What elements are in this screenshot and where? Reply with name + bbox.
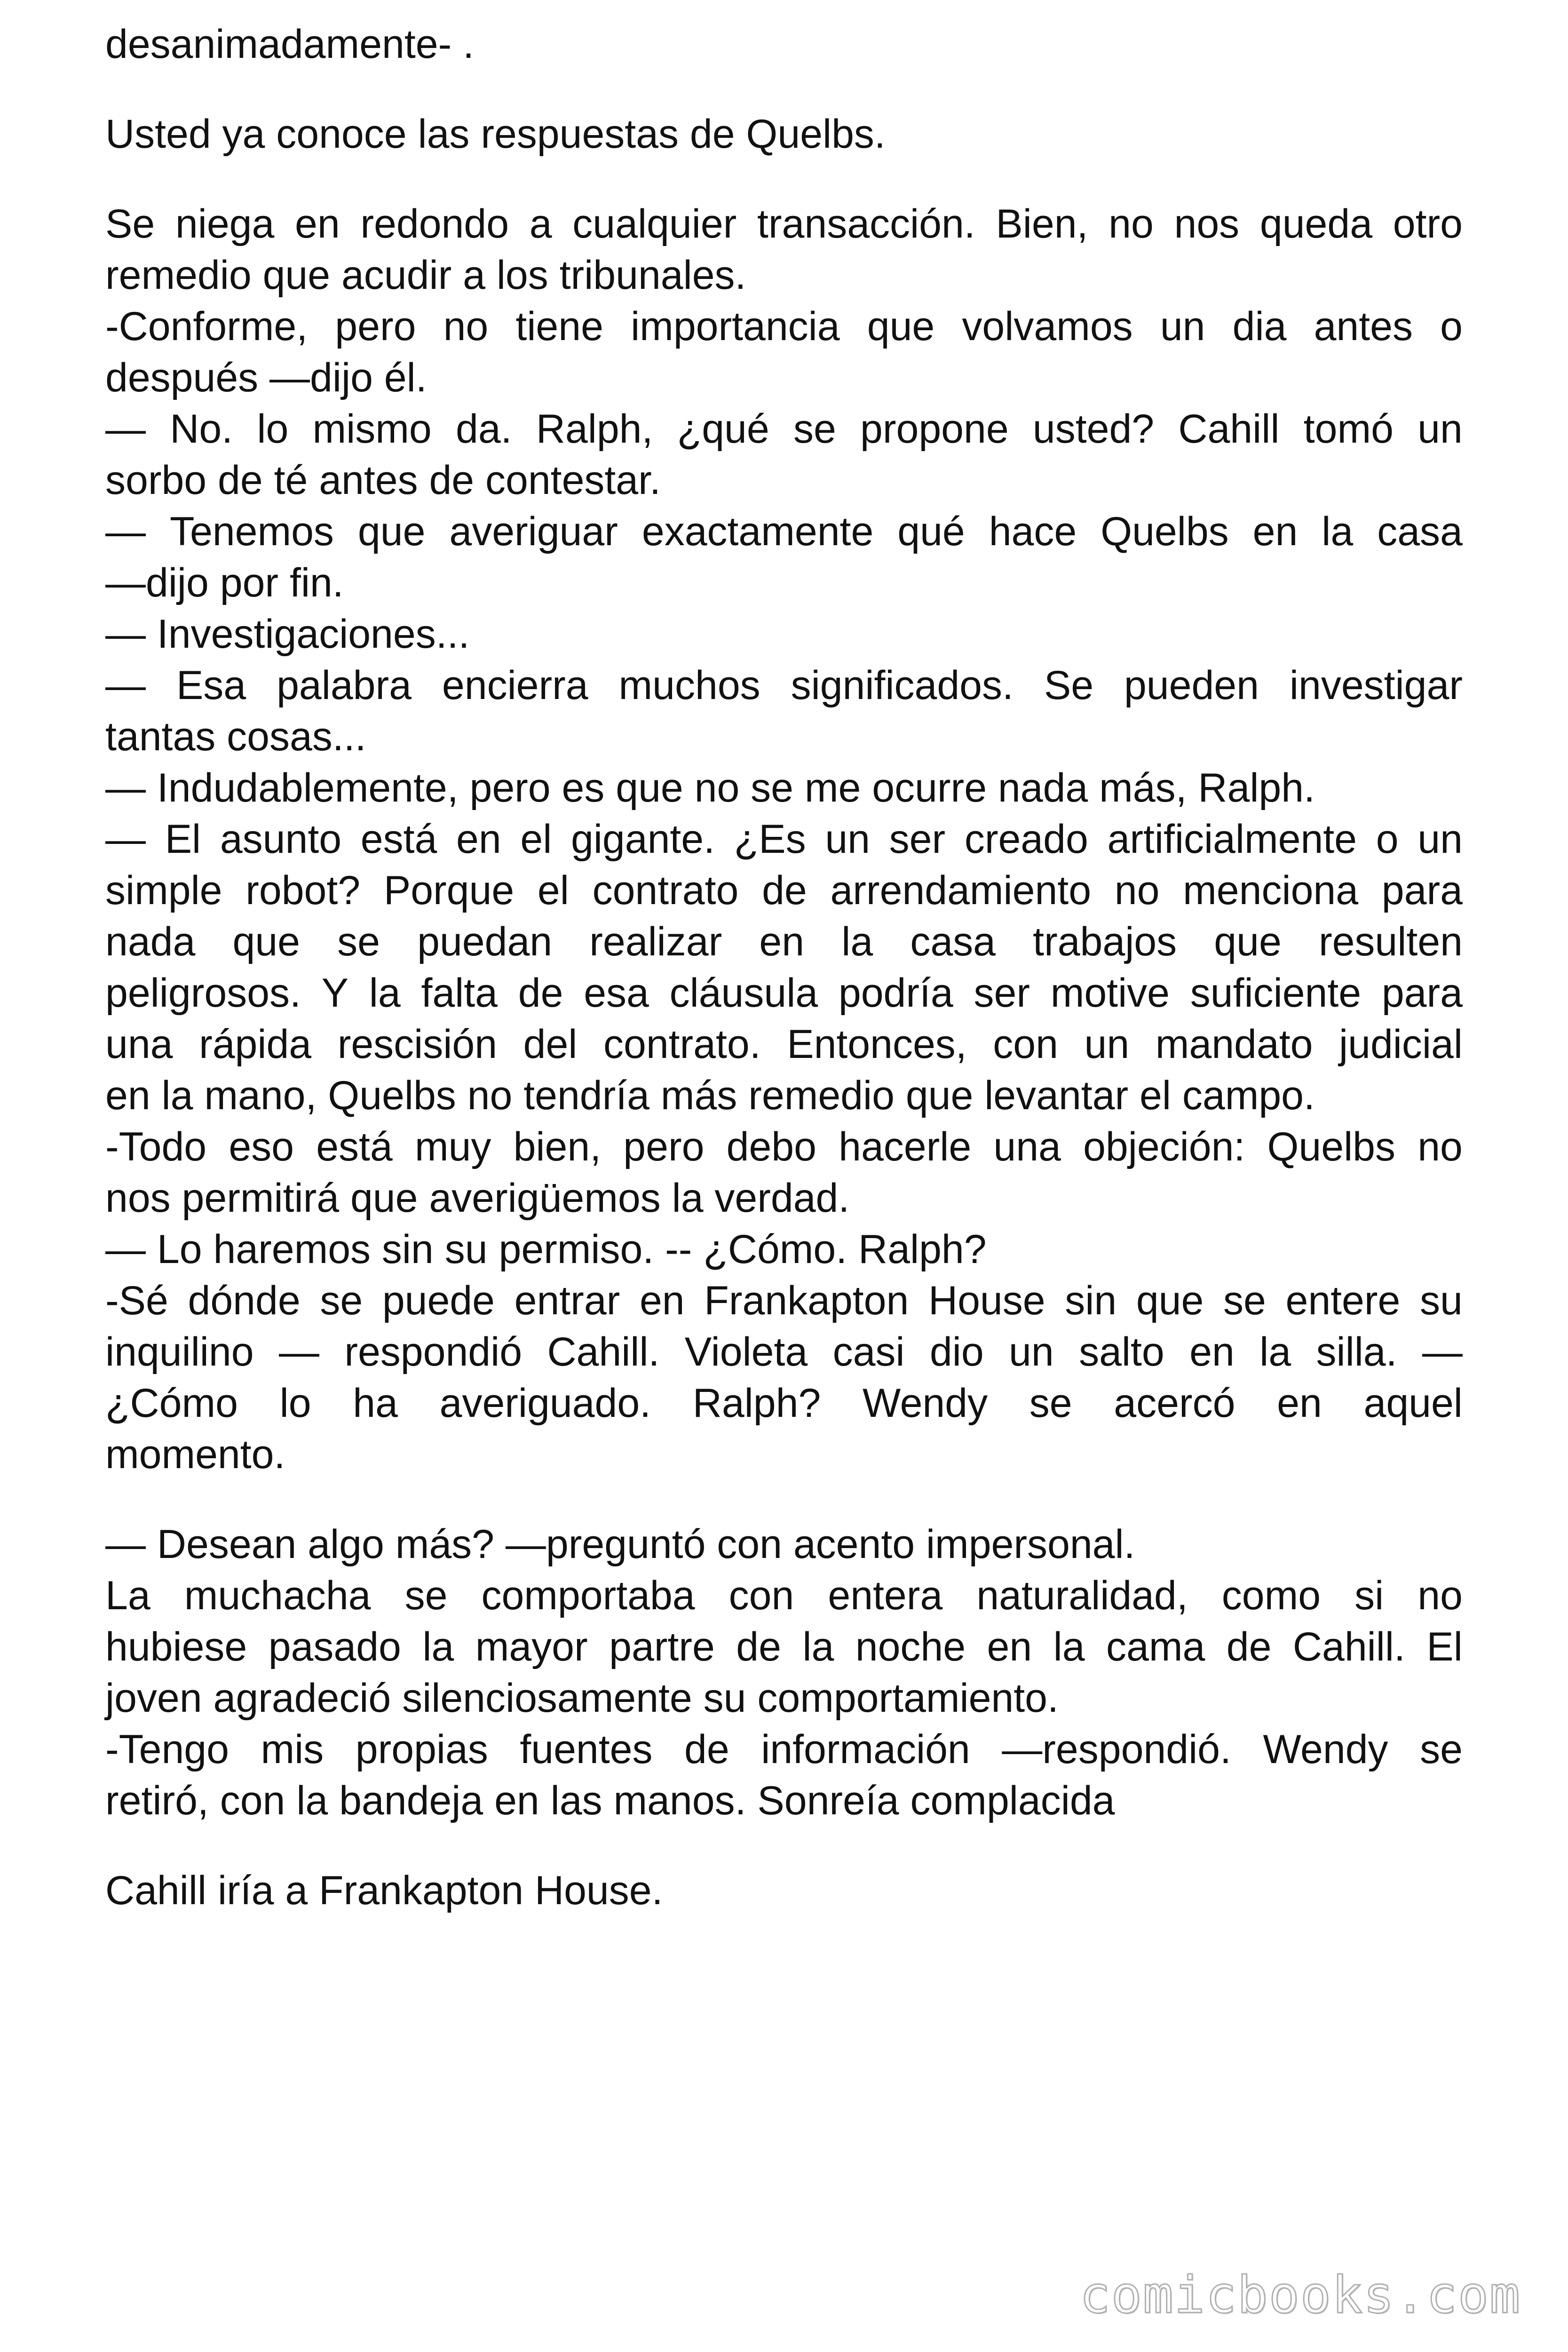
text-line: peligrosos. Y la falta de esa cláusula podría ser motive suficiente para — [105, 970, 1463, 1016]
paragraph — [105, 109, 1463, 160]
text-line: -Conforme, pero no tiene importancia que volvamos un dia antes o — [105, 304, 1463, 349]
text-line: — Desean algo más? —preguntó con acento impersonal. — [105, 1522, 1135, 1567]
text-line: -Todo eso está muy bien, pero debo hacerle una objeción: Quelbs no — [105, 1124, 1463, 1169]
text-line: — Indudablemente, pero es que no se me ocurre nada más, Ralph. — [105, 765, 1315, 810]
document-body — [105, 19, 1463, 1916]
text-line: Cahill iría a Frankapton House. — [105, 1868, 663, 1913]
text-line: momento. — [105, 1432, 285, 1477]
text-line: — No. lo mismo da. Ralph, ¿qué se propone usted? Cahill tomó un — [105, 406, 1463, 452]
watermark: comicbooks.com — [1079, 2266, 1521, 2325]
paragraph-gap — [105, 160, 1463, 199]
text-line: nada que se puedan realizar en la casa trabajos que resulten — [105, 919, 1463, 964]
text-line: -Tengo mis propias fuentes de información —respondió. Wendy se — [105, 1727, 1463, 1772]
text-line: -Sé dónde se puede entrar en Frankapton House sin que se entere su — [105, 1278, 1463, 1323]
text-line: — Esa palabra encierra muchos significados. Se pueden investigar — [105, 663, 1463, 708]
paragraph — [105, 19, 1463, 70]
text-line: después —dijo él. — [105, 355, 427, 400]
text-line: hubiese pasado la mayor partre de la noche en la cama de Cahill. El — [105, 1624, 1463, 1669]
text-line: sorbo de té antes de contestar. — [105, 458, 661, 503]
paragraph-gap — [105, 1827, 1463, 1865]
paragraph — [105, 1519, 1463, 1827]
text-line: tantas cosas... — [105, 714, 366, 759]
text-line: desanimadamente- . — [105, 22, 474, 67]
text-line: joven agradeció silenciosamente su comportamiento. — [105, 1676, 1059, 1721]
text-line: Se niega en redondo a cualquier transacción. Bien, no nos queda otro — [105, 201, 1463, 246]
text-line: simple robot? Porque el contrato de arrendamiento no menciona para — [105, 868, 1463, 913]
text-line: remedio que acudir a los tribunales. — [105, 253, 746, 298]
paragraph-gap — [105, 70, 1463, 109]
text-line: La muchacha se comportaba con entera naturalidad, como si no — [105, 1573, 1463, 1618]
text-line: — Tenemos que averiguar exactamente qué hace Quelbs en la casa — [105, 509, 1463, 554]
text-line: Usted ya conoce las respuestas de Quelbs. — [105, 111, 886, 157]
text-line: — El asunto está en el gigante. ¿Es un ser creado artificialmente o un — [105, 817, 1463, 862]
text-line: ¿Cómo lo ha averiguado. Ralph? Wendy se acercó en aquel — [105, 1381, 1463, 1426]
paragraph-gap — [105, 1480, 1463, 1519]
text-line: una rápida rescisión del contrato. Entonces, con un mandato judicial — [105, 1022, 1463, 1067]
text-line: inquilino — respondió Cahill. Violeta casi dio un salto en la silla. — — [105, 1329, 1463, 1375]
text-line: — Lo haremos sin su permiso. -- ¿Cómo. Ralph? — [105, 1227, 987, 1272]
text-line: nos permitirá que averigüemos la verdad. — [105, 1176, 850, 1221]
paragraph — [105, 199, 1463, 1480]
text-line: en la mano, Quelbs no tendría más remedio que levantar el campo. — [105, 1073, 1315, 1118]
text-line: retiró, con la bandeja en las manos. Sonreía complacida — [105, 1778, 1115, 1823]
paragraph — [105, 1865, 1463, 1916]
text-line: —dijo por fin. — [105, 560, 344, 605]
text-line: — Investigaciones... — [105, 612, 470, 657]
